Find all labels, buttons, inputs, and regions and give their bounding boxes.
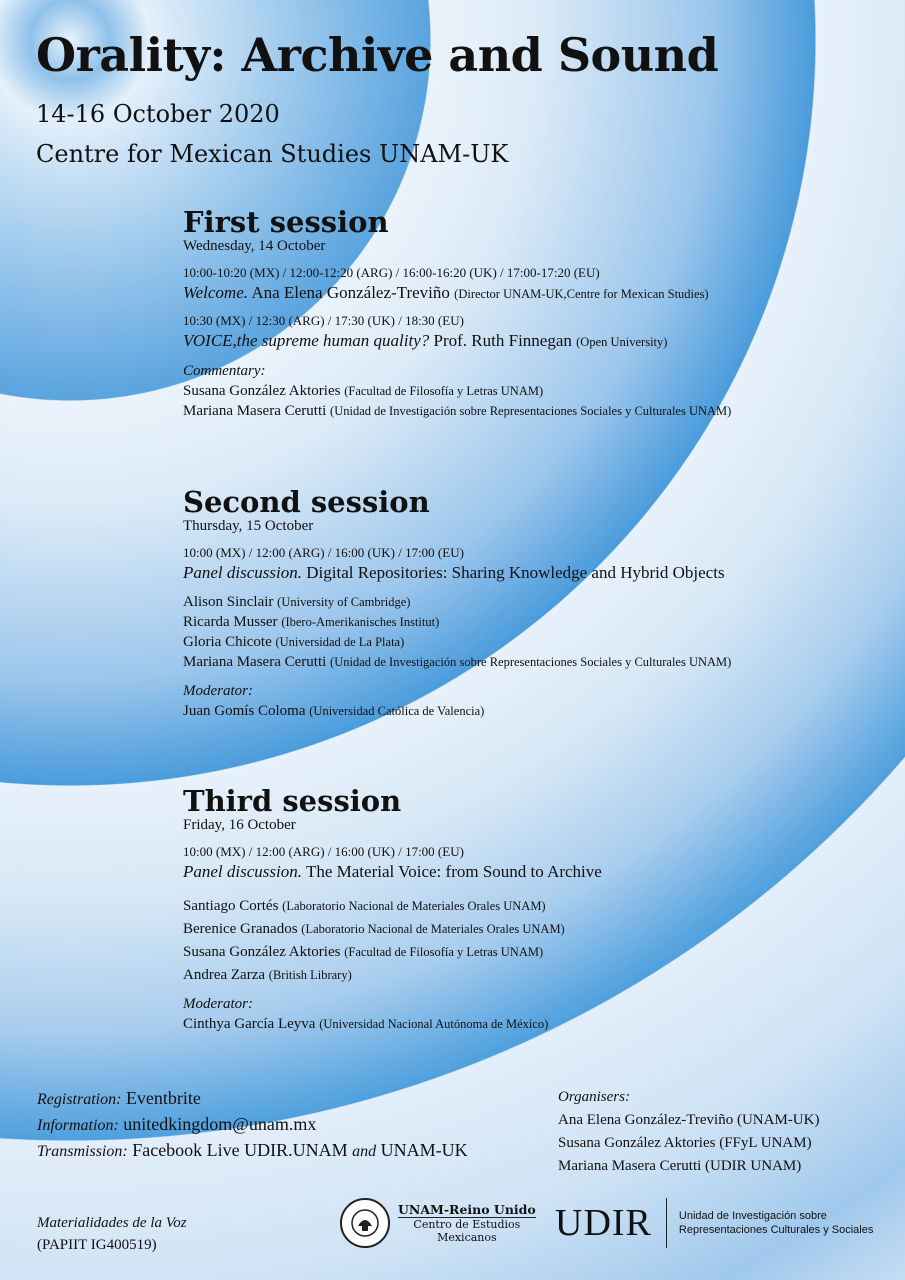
participant-affiliation: (Facultad de Filosofía y Letras UNAM) [344, 384, 544, 398]
udir-logo-mark: UDIR [555, 1198, 667, 1248]
moderator [183, 1016, 883, 1033]
information-email[interactable]: unitedkingdom@unam.mx [123, 1114, 317, 1134]
moderator [183, 703, 883, 720]
participant-name: Ricarda Musser [183, 614, 278, 630]
participant [183, 614, 883, 631]
unam-seal-icon [340, 1198, 390, 1248]
talk-title: VOICE,the supreme human quality? [183, 331, 430, 350]
information-line [37, 1112, 468, 1138]
moderator-label: Moderator: [183, 683, 253, 699]
registration-line [37, 1086, 468, 1112]
session-time: 10:00 (MX) / 12:00 (ARG) / 16:00 (UK) / 17:00 (EU) [183, 545, 464, 560]
registration-label: Registration: [37, 1091, 122, 1108]
udir-logo-text [667, 1209, 873, 1237]
session-title: First session [183, 205, 389, 239]
second-session [183, 486, 883, 723]
session-time: 10:30 (MX) / 12:30 (ARG) / 17:30 (UK) / 18:30 (EU) [183, 313, 464, 328]
talk-title: The Material Voice: from Sound to Archive [305, 862, 602, 881]
moderator-affiliation: (Universidad Católica de Valencia) [309, 704, 485, 718]
participant [183, 634, 883, 651]
participant-name: Andrea Zarza [183, 967, 266, 983]
session-time: 10:00-10:20 (MX) / 12:00-12:20 (ARG) / 16:00-16:20 (UK) / 17:00-17:20 (EU) [183, 265, 600, 280]
commentary-label: Commentary: [183, 363, 266, 379]
participant-name: Berenice Granados [183, 921, 298, 937]
poster-title: Orality: Archive and Sound [36, 28, 719, 82]
moderator-name: Juan Gomís Coloma [183, 703, 306, 719]
keynote-talk [183, 331, 883, 351]
unam-logo-line1: UNAM-Reino Unido [398, 1201, 536, 1217]
unam-logo-line3: Mexicanos [437, 1230, 497, 1244]
unam-logo-line2: Centro de Estudios [413, 1217, 521, 1231]
participant [183, 403, 883, 420]
participant [183, 944, 883, 961]
participant-affiliation: (Laboratorio Nacional de Materiales Orales UNAM) [282, 899, 546, 913]
third-session [183, 785, 883, 1036]
information-label: Information: [37, 1117, 119, 1134]
session-date: Friday, 16 October [183, 817, 296, 833]
first-session [183, 206, 883, 423]
participant [183, 921, 883, 938]
organiser: Mariana Masera Cerutti (UDIR UNAM) [558, 1158, 802, 1174]
project-info [37, 1212, 187, 1256]
participant-name: Mariana Masera Cerutti [183, 403, 327, 419]
speaker-name: Prof. Ruth Finnegan [433, 331, 572, 350]
participant-name: Susana González Aktories [183, 944, 341, 960]
participant [183, 654, 883, 671]
unam-uk-logo [340, 1198, 536, 1248]
participant-affiliation: (British Library) [268, 968, 352, 982]
unam-logo-text [398, 1203, 536, 1244]
talk-type: Welcome. [183, 283, 248, 302]
talk-type: Panel discussion. [183, 862, 302, 881]
transmission-facebook[interactable]: Facebook Live UDIR.UNAM [132, 1140, 348, 1160]
organiser: Susana González Aktories (FFyL UNAM) [558, 1135, 812, 1151]
speaker-affiliation: (Open University) [576, 335, 668, 349]
participant-name: Alison Sinclair [183, 594, 274, 610]
talk-title: Digital Repositories: Sharing Knowledge and Hybrid Objects [306, 563, 725, 582]
participant [183, 898, 883, 915]
session-title: Second session [183, 485, 430, 519]
panel-talk [183, 563, 883, 583]
moderator-label: Moderator: [183, 996, 253, 1012]
participant-name: Susana González Aktories [183, 383, 341, 399]
participant-affiliation: (Ibero-Amerikanisches Institut) [281, 615, 440, 629]
event-info [37, 1086, 468, 1164]
project-name: Materialidades de la Voz [37, 1215, 187, 1231]
session-time: 10:00 (MX) / 12:00 (ARG) / 16:00 (UK) / 17:00 (EU) [183, 844, 464, 859]
participant-name: Mariana Masera Cerutti [183, 654, 327, 670]
transmission-unam-uk[interactable]: UNAM-UK [380, 1140, 468, 1160]
udir-logo-line2: Representaciones Culturales y Sociales [678, 1224, 874, 1236]
session-date: Wednesday, 14 October [183, 238, 326, 254]
participant-name: Gloria Chicote [183, 634, 272, 650]
participant [183, 967, 883, 984]
participant-affiliation: (Laboratorio Nacional de Materiales Orales UNAM) [301, 922, 565, 936]
participant [183, 383, 883, 400]
panel-talk [183, 862, 883, 882]
event-organizer: Centre for Mexican Studies UNAM-UK [36, 140, 509, 168]
speaker-name: Ana Elena González-Treviño [251, 283, 450, 302]
participant-affiliation: (Unidad de Investigación sobre Representaciones Sociales y Culturales UNAM) [330, 655, 732, 669]
participant-affiliation: (Facultad de Filosofía y Letras UNAM) [344, 945, 544, 959]
session-date: Thursday, 15 October [183, 518, 314, 534]
transmission-line [37, 1138, 468, 1164]
event-dates: 14-16 October 2020 [36, 100, 280, 128]
talk-type: Panel discussion. [183, 563, 302, 582]
participant-affiliation: (University of Cambridge) [277, 595, 411, 609]
speaker-affiliation: (Director UNAM-UK,Centre for Mexican Studies) [454, 287, 709, 301]
moderator-affiliation: (Universidad Nacional Autónoma de México) [319, 1017, 549, 1031]
participant-affiliation: (Unidad de Investigación sobre Representaciones Sociales y Culturales UNAM) [330, 404, 732, 418]
organiser: Ana Elena González-Treviño (UNAM-UK) [558, 1112, 820, 1128]
registration-link[interactable]: Eventbrite [125, 1088, 201, 1108]
organisers [558, 1086, 819, 1178]
project-code: (PAPIIT IG400519) [37, 1237, 157, 1253]
transmission-label: Transmission: [37, 1143, 128, 1160]
participant-affiliation: (Universidad de La Plata) [275, 635, 405, 649]
moderator-name: Cinthya García Leyva [183, 1016, 316, 1032]
welcome-talk [183, 283, 883, 303]
participant [183, 594, 883, 611]
participant-name: Santiago Cortés [183, 898, 279, 914]
udir-logo-line1: Unidad de Investigación sobre [678, 1210, 827, 1222]
udir-logo [555, 1198, 873, 1248]
session-title: Third session [183, 784, 402, 818]
organisers-label: Organisers: [558, 1089, 630, 1105]
transmission-and: and [352, 1143, 377, 1160]
